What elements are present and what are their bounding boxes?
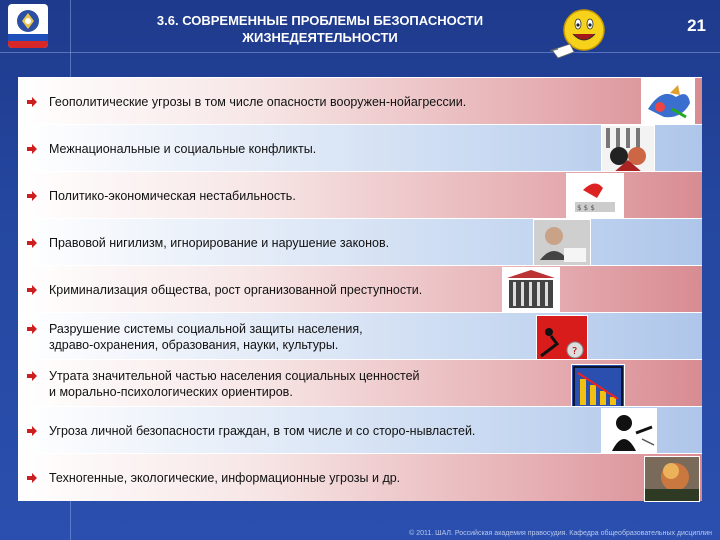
arguing-men-image bbox=[601, 125, 655, 173]
list-item-text: Криминализация общества, рост организованной преступности. bbox=[49, 283, 423, 297]
list-item-text-line1: Утрата значительной частью населения социальных ценностей bbox=[49, 369, 420, 383]
threats-list bbox=[18, 77, 702, 501]
arrow-bullet-icon bbox=[26, 323, 38, 335]
page-title-line2: ЖИЗНЕДЕЯТЕЛЬНОСТИ bbox=[242, 30, 398, 45]
list-item bbox=[18, 312, 702, 359]
declining-chart-image bbox=[571, 364, 625, 410]
list-item-text: Политико-экономическая нестабильность. bbox=[49, 189, 296, 203]
man-at-desk-image bbox=[533, 219, 591, 267]
arrow-bullet-icon bbox=[26, 472, 38, 484]
list-item-text bbox=[49, 368, 572, 400]
prison-bars-image bbox=[502, 267, 560, 313]
falling-man-image bbox=[536, 315, 588, 363]
arrow-bullet-icon bbox=[26, 425, 38, 437]
list-item-text: Техногенные, экологические, информационные угрозы и др. bbox=[49, 471, 401, 485]
list-item-text-line2: здраво-охранения, образования, науки, культуры. bbox=[49, 338, 339, 352]
decorative-horizontal-line bbox=[0, 52, 720, 53]
svg-text:$ $ $: $ $ $ bbox=[577, 204, 595, 212]
page-title bbox=[130, 12, 510, 46]
list-item bbox=[18, 218, 702, 265]
list-item bbox=[18, 406, 702, 453]
arrow-bullet-icon bbox=[26, 96, 38, 108]
list-item-text-line1: Разрушение системы социальной защиты населения, bbox=[49, 322, 363, 336]
arrow-bullet-icon bbox=[26, 143, 38, 155]
sinking-money-image bbox=[566, 173, 624, 219]
list-item bbox=[18, 124, 702, 171]
pointing-smiley-icon bbox=[548, 6, 610, 62]
list-item-text-line2: и морально-психологических ориентиров. bbox=[49, 385, 293, 399]
arrow-bullet-icon bbox=[26, 370, 38, 382]
list-item-text: Геополитические угрозы в том числе опасности вооружен-нойагрессии. bbox=[49, 95, 467, 109]
dragon-cartoon-image bbox=[641, 78, 695, 126]
list-item bbox=[18, 453, 702, 501]
page-number: 21 bbox=[687, 16, 706, 35]
list-item bbox=[18, 265, 702, 312]
footer-copyright: © 2011. ШАЛ. Российская академия правосудия. Кафедра общеобразовательных дисциплин bbox=[409, 530, 712, 537]
page-title-line1: 3.6. СОВРЕМЕННЫЕ ПРОБЛЕМЫ БЕЗОПАСНОСТИ bbox=[156, 13, 484, 28]
arrow-bullet-icon bbox=[26, 237, 38, 249]
explosion-landscape-image bbox=[644, 456, 700, 502]
list-item-text: Межнациональные и социальные конфликты. bbox=[49, 142, 317, 156]
svg-text:?: ? bbox=[572, 346, 578, 357]
list-item-text: Угроза личной безопасности граждан, в том числе и со сторо-нывластей. bbox=[49, 424, 476, 438]
list-item-text bbox=[49, 321, 572, 353]
arrow-bullet-icon bbox=[26, 284, 38, 296]
list-item-text: Правовой нигилизм, игнорирование и нарушение законов. bbox=[49, 236, 390, 250]
list-item bbox=[18, 77, 702, 124]
arrow-bullet-icon bbox=[26, 190, 38, 202]
bandit-silhouette-image bbox=[601, 408, 657, 454]
academy-logo bbox=[8, 4, 48, 48]
